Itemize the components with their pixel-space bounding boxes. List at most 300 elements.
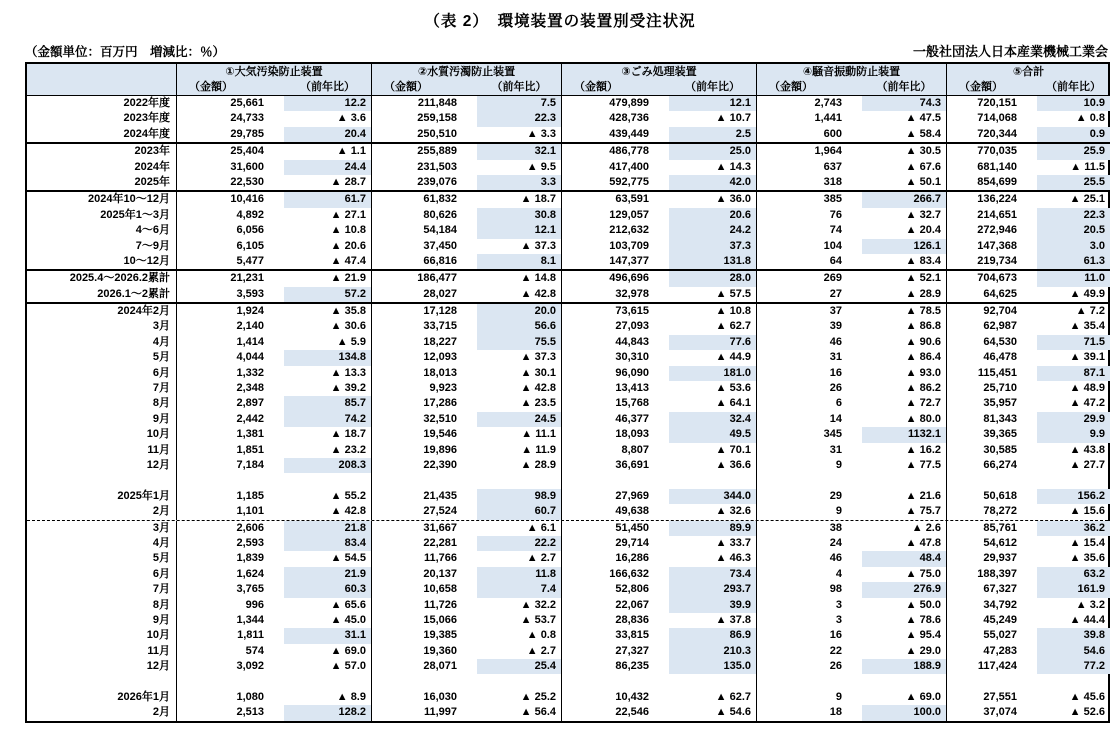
amount-cell: 11,997 bbox=[423, 706, 457, 719]
yoy-cell: ▲ 0.8 bbox=[477, 628, 562, 643]
amount-cell: 231,503 bbox=[417, 160, 457, 173]
yoy-cell: 156.2 bbox=[1037, 489, 1110, 504]
yoy-cell: 24.2 bbox=[669, 223, 757, 238]
amount-cell: 345 bbox=[823, 428, 842, 441]
amount-cell: 496,696 bbox=[609, 272, 649, 285]
yoy-cell: ▲ 55.2 bbox=[284, 489, 372, 504]
amount-cell: 38 bbox=[829, 521, 842, 534]
yoy-cell: ▲ 28.9 bbox=[862, 287, 947, 302]
yoy-cell: 61.7 bbox=[284, 192, 372, 207]
table-row bbox=[27, 335, 1108, 350]
table-row bbox=[27, 536, 1108, 551]
yoy-cell: ▲ 15.6 bbox=[1069, 505, 1105, 518]
amount-cell: 2,743 bbox=[814, 97, 842, 109]
amount-cell: 27,093 bbox=[615, 320, 649, 333]
yoy-cell: 77.2 bbox=[1037, 659, 1110, 674]
yoy-cell: ▲ 16.2 bbox=[862, 443, 947, 458]
amount-cell: 50,618 bbox=[983, 489, 1017, 502]
yoy-cell: ▲ 37.8 bbox=[669, 613, 757, 628]
yoy-cell: ▲ 69.0 bbox=[862, 690, 947, 705]
row-label: 12月 bbox=[27, 659, 177, 674]
yoy-cell: ▲ 15.4 bbox=[1069, 536, 1105, 549]
amount-cell: 4,044 bbox=[236, 351, 264, 364]
table-row bbox=[27, 239, 1108, 254]
table-row bbox=[27, 350, 1108, 365]
amount-cell: 13,413 bbox=[615, 382, 649, 395]
table-row bbox=[27, 269, 1108, 286]
yoy-cell: 49.5 bbox=[669, 427, 757, 442]
amount-cell: 15,768 bbox=[615, 397, 649, 410]
yoy-cell: 2.5 bbox=[669, 127, 757, 142]
amount-cell: 25,710 bbox=[983, 382, 1017, 395]
amount-cell: 24,733 bbox=[230, 112, 264, 125]
amount-cell: 996 bbox=[245, 598, 264, 611]
amount-cell: 66,816 bbox=[423, 254, 457, 267]
row-label: 11月 bbox=[27, 443, 177, 458]
amount-cell: 31 bbox=[829, 351, 842, 364]
yoy-cell bbox=[284, 674, 372, 689]
yoy-cell bbox=[477, 473, 562, 488]
yoy-cell: 276.9 bbox=[862, 582, 947, 597]
amount-cell: 11,726 bbox=[423, 598, 457, 611]
row-label: 2025.4～2026.2累計 bbox=[27, 271, 177, 286]
row-label: 2月 bbox=[27, 504, 177, 519]
yoy-cell: 3.3 bbox=[477, 175, 562, 190]
amount-cell: 9,923 bbox=[429, 382, 457, 395]
yoy-cell: ▲ 67.6 bbox=[862, 160, 947, 175]
table-row bbox=[27, 160, 1108, 175]
row-label: 5月 bbox=[27, 551, 177, 566]
row-label: 2023年度 bbox=[27, 111, 177, 126]
amount-cell: 47,283 bbox=[983, 644, 1017, 657]
amount-cell bbox=[562, 473, 669, 488]
yoy-cell: ▲ 3.3 bbox=[477, 127, 562, 142]
yoy-cell: 20.5 bbox=[1037, 223, 1110, 238]
yoy-cell: ▲ 32.6 bbox=[669, 504, 757, 519]
yoy-cell: ▲ 36.0 bbox=[669, 192, 757, 207]
yoy-cell: ▲ 47.5 bbox=[862, 111, 947, 126]
row-label: 3月 bbox=[27, 521, 177, 536]
amount-cell: 19,546 bbox=[423, 428, 457, 441]
yoy-cell: ▲ 29.0 bbox=[862, 644, 947, 659]
amount-cell: 46,478 bbox=[983, 351, 1017, 364]
yoy-cell: 126.1 bbox=[862, 239, 947, 254]
amount-cell: 37,074 bbox=[983, 706, 1017, 719]
amount-cell bbox=[757, 674, 862, 689]
corner-cell bbox=[27, 64, 177, 80]
amount-cell: 5,477 bbox=[236, 254, 264, 267]
yoy-cell: 7.5 bbox=[477, 96, 562, 111]
amount-cell: 104 bbox=[823, 239, 842, 252]
amount-cell: 25,661 bbox=[230, 97, 264, 109]
row-label: 11月 bbox=[27, 644, 177, 659]
row-label: 8月 bbox=[27, 396, 177, 411]
amount-cell: 186,477 bbox=[417, 272, 457, 285]
amount-cell: 6 bbox=[835, 397, 842, 410]
amount-cell: 1,839 bbox=[236, 552, 264, 565]
amount-cell: 92,704 bbox=[983, 305, 1017, 318]
row-label: 6月 bbox=[27, 366, 177, 381]
yoy-cell: 21.9 bbox=[284, 567, 372, 582]
amount-cell: 24 bbox=[829, 536, 842, 549]
table-row bbox=[27, 598, 1108, 613]
amount-cell: 55,027 bbox=[983, 629, 1017, 642]
amount-cell: 147,368 bbox=[977, 239, 1017, 252]
amount-cell: 20,137 bbox=[423, 567, 457, 580]
yoy-cell: ▲ 2.6 bbox=[862, 521, 947, 536]
amount-cell bbox=[177, 473, 284, 488]
amount-cell: 269 bbox=[823, 272, 842, 285]
amount-cell: 78,272 bbox=[983, 505, 1017, 518]
amount-cell: 115,451 bbox=[977, 366, 1017, 379]
yoy-cell: 29.9 bbox=[1037, 412, 1110, 427]
amount-cell: 600 bbox=[823, 127, 842, 140]
row-label: 9月 bbox=[27, 613, 177, 628]
yoy-cell: ▲ 64.1 bbox=[669, 396, 757, 411]
yoy-cell: ▲ 6.1 bbox=[477, 521, 562, 536]
yoy-cell: ▲ 1.1 bbox=[284, 144, 372, 159]
yoy-cell: 74.2 bbox=[284, 412, 372, 427]
amount-cell: 4 bbox=[835, 567, 842, 580]
yoy-cell: ▲ 53.7 bbox=[477, 613, 562, 628]
amount-cell: 62,987 bbox=[983, 320, 1017, 333]
amount-cell: 30,310 bbox=[615, 351, 649, 364]
yoy-cell: 30.8 bbox=[477, 208, 562, 223]
yoy-cell: ▲ 18.7 bbox=[477, 192, 562, 207]
yoy-cell bbox=[284, 473, 372, 488]
amount-cell: 32,978 bbox=[615, 287, 649, 300]
amount-cell: 720,344 bbox=[977, 127, 1017, 140]
amount-cell: 4,892 bbox=[236, 208, 264, 221]
amount-cell: 417,400 bbox=[609, 160, 649, 173]
amount-cell: 1,851 bbox=[236, 443, 264, 456]
amount-cell: 64,530 bbox=[983, 335, 1017, 348]
yoy-cell: 25.0 bbox=[669, 144, 757, 159]
table-row bbox=[27, 613, 1108, 628]
amount-cell: 2,348 bbox=[236, 382, 264, 395]
yoy-cell: 188.9 bbox=[862, 659, 947, 674]
amount-cell: 2,513 bbox=[236, 706, 264, 719]
amount-cell: 770,035 bbox=[977, 145, 1017, 158]
amount-cell: 28,071 bbox=[423, 660, 457, 673]
yoy-cell: ▲ 95.4 bbox=[862, 628, 947, 643]
yoy-cell bbox=[669, 473, 757, 488]
yoy-cell: ▲ 49.9 bbox=[1069, 287, 1105, 300]
yoy-cell: ▲ 10.8 bbox=[669, 304, 757, 319]
yoy-cell: ▲ 58.4 bbox=[862, 127, 947, 142]
row-label: 7月 bbox=[27, 381, 177, 396]
table-row bbox=[27, 366, 1108, 381]
amount-cell: 29,785 bbox=[230, 127, 264, 140]
table-row bbox=[27, 582, 1108, 597]
amount-cell: 103,709 bbox=[609, 239, 649, 252]
yoy-cell: 293.7 bbox=[669, 582, 757, 597]
amount-cell: 3,765 bbox=[236, 583, 264, 596]
yoy-cell: ▲ 21.9 bbox=[284, 271, 372, 286]
row-label: 2023年 bbox=[27, 144, 177, 159]
table-row bbox=[27, 302, 1108, 319]
yoy-cell: 87.1 bbox=[1037, 366, 1110, 381]
amount-cell: 219,734 bbox=[977, 254, 1017, 267]
yoy-cell: 20.4 bbox=[284, 127, 372, 142]
yoy-cell: 22.3 bbox=[1037, 208, 1110, 223]
yoy-cell: ▲ 39.1 bbox=[1069, 351, 1105, 364]
amount-cell: 10,416 bbox=[230, 193, 264, 206]
yoy-cell: ▲ 42.8 bbox=[284, 504, 372, 519]
yoy-cell: ▲ 5.9 bbox=[284, 335, 372, 350]
yoy-cell: ▲ 52.6 bbox=[1069, 706, 1105, 719]
header-group-row bbox=[27, 64, 1108, 80]
amount-cell: 36,691 bbox=[615, 458, 649, 471]
amount-cell: 1,381 bbox=[236, 428, 264, 441]
amount-cell: 29,937 bbox=[983, 552, 1017, 565]
amount-cell: 17,286 bbox=[423, 397, 457, 410]
amount-cell: 19,360 bbox=[423, 644, 457, 657]
yoy-cell: 7.4 bbox=[477, 582, 562, 597]
yoy-cell: ▲ 50.0 bbox=[862, 598, 947, 613]
amount-cell: 136,224 bbox=[977, 193, 1017, 206]
yoy-cell: ▲ 44.9 bbox=[669, 350, 757, 365]
row-label: 2026.1～2累計 bbox=[27, 287, 177, 302]
yoy-cell: 3.0 bbox=[1037, 239, 1110, 254]
row-label: 10月 bbox=[27, 628, 177, 643]
amount-cell: 6,056 bbox=[236, 224, 264, 237]
row-label: 6月 bbox=[27, 567, 177, 582]
amount-cell: 18,013 bbox=[423, 366, 457, 379]
amount-cell: 9 bbox=[835, 458, 842, 471]
yoy-cell: 11.8 bbox=[477, 567, 562, 582]
yoy-cell: ▲ 20.4 bbox=[862, 223, 947, 238]
amount-cell: 29,714 bbox=[615, 536, 649, 549]
amount-cell: 29 bbox=[829, 489, 842, 502]
subheader-yoy: （前年比） bbox=[284, 80, 372, 95]
yoy-cell: ▲ 62.7 bbox=[669, 319, 757, 334]
amount-cell: 15,066 bbox=[423, 613, 457, 626]
amount-cell: 66,274 bbox=[983, 458, 1017, 471]
yoy-cell: 73.4 bbox=[669, 567, 757, 582]
amount-cell: 33,815 bbox=[615, 629, 649, 642]
yoy-cell: 25.5 bbox=[1037, 175, 1110, 190]
meta-row bbox=[25, 41, 1108, 60]
yoy-cell: 100.0 bbox=[862, 705, 947, 720]
amount-cell: 3,593 bbox=[236, 287, 264, 300]
amount-cell: 33,715 bbox=[423, 320, 457, 333]
yoy-cell: ▲ 83.4 bbox=[862, 254, 947, 269]
yoy-cell: ▲ 10.8 bbox=[284, 223, 372, 238]
amount-cell: 854,699 bbox=[977, 175, 1017, 188]
yoy-cell: 98.9 bbox=[477, 489, 562, 504]
yoy-cell: ▲ 90.6 bbox=[862, 335, 947, 350]
header-sub-row bbox=[27, 80, 1108, 95]
amount-cell: 3,092 bbox=[236, 660, 264, 673]
amount-cell bbox=[372, 473, 477, 488]
yoy-cell: ▲ 50.1 bbox=[862, 175, 947, 190]
orders-table bbox=[25, 62, 1110, 723]
amount-cell: 3 bbox=[835, 613, 842, 626]
yoy-cell: 77.6 bbox=[669, 335, 757, 350]
amount-cell: 211,848 bbox=[417, 97, 457, 109]
amount-cell: 2,442 bbox=[236, 412, 264, 425]
amount-cell: 1,624 bbox=[236, 567, 264, 580]
amount-cell: 16 bbox=[829, 366, 842, 379]
yoy-cell: 12.1 bbox=[669, 96, 757, 111]
yoy-cell: ▲ 54.5 bbox=[284, 551, 372, 566]
amount-cell: 1,924 bbox=[236, 305, 264, 318]
yoy-cell: 75.5 bbox=[477, 335, 562, 350]
amount-cell: 439,449 bbox=[609, 127, 649, 140]
amount-cell: 18,227 bbox=[423, 335, 457, 348]
yoy-cell: 28.0 bbox=[669, 271, 757, 286]
amount-cell bbox=[562, 674, 669, 689]
yoy-cell: 37.3 bbox=[669, 239, 757, 254]
yoy-cell: 12.1 bbox=[477, 223, 562, 238]
yoy-cell: ▲ 43.8 bbox=[1069, 443, 1105, 456]
amount-cell: 1,811 bbox=[237, 629, 264, 642]
table-row bbox=[27, 287, 1108, 302]
amount-cell: 239,076 bbox=[417, 175, 457, 188]
table-row bbox=[27, 443, 1108, 458]
amount-cell: 18 bbox=[829, 706, 842, 719]
amount-cell: 85,761 bbox=[983, 521, 1017, 534]
yoy-cell: 208.3 bbox=[284, 458, 372, 473]
table-row bbox=[27, 520, 1108, 536]
yoy-cell: ▲ 52.1 bbox=[862, 271, 947, 286]
amount-cell: 259,158 bbox=[417, 112, 457, 125]
spacer-row bbox=[27, 473, 1108, 488]
row-label: 3月 bbox=[27, 319, 177, 334]
yoy-cell: 20.6 bbox=[669, 208, 757, 223]
amount-cell: 12,093 bbox=[423, 351, 457, 364]
amount-cell bbox=[757, 473, 862, 488]
yoy-cell: ▲ 18.7 bbox=[284, 427, 372, 442]
amount-cell: 486,778 bbox=[609, 145, 649, 158]
table-row bbox=[27, 644, 1108, 659]
yoy-cell: 86.9 bbox=[669, 628, 757, 643]
amount-cell: 2,897 bbox=[236, 397, 264, 410]
amount-cell: 9 bbox=[835, 505, 842, 518]
row-label: 7月 bbox=[27, 582, 177, 597]
amount-cell: 21,231 bbox=[230, 272, 264, 285]
yoy-cell: ▲ 69.0 bbox=[284, 644, 372, 659]
yoy-cell: ▲ 45.0 bbox=[284, 613, 372, 628]
amount-cell: 35,957 bbox=[983, 397, 1017, 410]
row-label: 4月 bbox=[27, 335, 177, 350]
yoy-cell: 36.2 bbox=[1037, 521, 1110, 536]
yoy-cell: ▲ 57.5 bbox=[669, 287, 757, 302]
table-row bbox=[27, 127, 1108, 142]
yoy-cell: ▲ 20.6 bbox=[284, 239, 372, 254]
table-row bbox=[27, 412, 1108, 427]
yoy-cell: 32.4 bbox=[669, 412, 757, 427]
yoy-cell: ▲ 25.1 bbox=[1069, 193, 1105, 206]
yoy-cell: ▲ 42.8 bbox=[477, 381, 562, 396]
yoy-cell: ▲ 65.6 bbox=[284, 598, 372, 613]
amount-cell: 22,067 bbox=[615, 598, 649, 611]
amount-cell: 117,424 bbox=[977, 660, 1017, 673]
yoy-cell: ▲ 56.4 bbox=[477, 705, 562, 720]
yoy-cell: 85.7 bbox=[284, 396, 372, 411]
yoy-cell: ▲ 11.5 bbox=[1070, 160, 1105, 173]
yoy-cell: 12.2 bbox=[284, 96, 372, 111]
yoy-cell: ▲ 10.7 bbox=[669, 111, 757, 126]
yoy-cell bbox=[1037, 473, 1110, 488]
yoy-cell: ▲ 21.6 bbox=[862, 489, 947, 504]
row-label: 5月 bbox=[27, 350, 177, 365]
amount-cell: 14 bbox=[829, 412, 842, 425]
table-row bbox=[27, 175, 1108, 190]
yoy-cell: ▲ 11.9 bbox=[477, 443, 562, 458]
yoy-cell: ▲ 35.8 bbox=[284, 304, 372, 319]
amount-cell: 21,435 bbox=[423, 489, 457, 502]
amount-cell: 54,612 bbox=[983, 536, 1017, 549]
yoy-cell: 9.9 bbox=[1037, 427, 1110, 442]
table-row bbox=[27, 396, 1108, 411]
yoy-cell: ▲ 3.2 bbox=[1075, 598, 1105, 611]
table-row bbox=[27, 208, 1108, 223]
amount-cell: 1,964 bbox=[814, 145, 842, 158]
yoy-cell: ▲ 13.3 bbox=[284, 366, 372, 381]
row-label: 2024年10～12月 bbox=[27, 192, 177, 207]
amount-cell: 7,184 bbox=[236, 458, 264, 471]
yoy-cell: ▲ 86.8 bbox=[862, 319, 947, 334]
amount-cell: 44,843 bbox=[615, 335, 649, 348]
amount-cell: 6,105 bbox=[236, 239, 264, 252]
col-header-total: ⑤合計 bbox=[1012, 66, 1045, 78]
yoy-cell: ▲ 11.1 bbox=[477, 427, 562, 442]
yoy-cell: 20.0 bbox=[477, 304, 562, 319]
amount-cell: 385 bbox=[823, 193, 842, 206]
subheader-yoy: （前年比） bbox=[1046, 81, 1101, 93]
report-page bbox=[0, 9, 1120, 744]
amount-cell: 22,546 bbox=[615, 706, 649, 719]
yoy-cell: ▲ 30.1 bbox=[477, 366, 562, 381]
yoy-cell: 22.3 bbox=[477, 111, 562, 126]
yoy-cell: ▲ 45.6 bbox=[1069, 690, 1105, 703]
amount-cell: 10,658 bbox=[423, 583, 457, 596]
amount-cell: 25,404 bbox=[230, 145, 264, 158]
amount-cell: 681,140 bbox=[977, 160, 1017, 173]
yoy-cell: ▲ 44.4 bbox=[1069, 613, 1105, 626]
amount-cell: 18,093 bbox=[615, 428, 649, 441]
yoy-cell: ▲ 47.4 bbox=[284, 254, 372, 269]
amount-cell: 49,638 bbox=[615, 505, 649, 518]
table-row bbox=[27, 504, 1108, 519]
amount-cell: 2,140 bbox=[236, 320, 264, 333]
row-label: 2025年1月 bbox=[27, 489, 177, 504]
amount-cell: 28,027 bbox=[423, 287, 457, 300]
yoy-cell: 25.9 bbox=[1037, 144, 1110, 159]
amount-cell: 39 bbox=[829, 320, 842, 333]
table-row bbox=[27, 254, 1108, 269]
table-header bbox=[27, 64, 1108, 96]
amount-cell: 214,651 bbox=[977, 208, 1017, 221]
amount-cell: 592,775 bbox=[609, 175, 649, 188]
amount-cell: 2,606 bbox=[236, 521, 264, 534]
yoy-cell: ▲ 32.7 bbox=[862, 208, 947, 223]
row-label: 2024年度 bbox=[27, 127, 177, 142]
yoy-cell: ▲ 23.5 bbox=[477, 396, 562, 411]
yoy-cell: ▲ 14.3 bbox=[669, 160, 757, 175]
yoy-cell: 39.8 bbox=[1037, 628, 1110, 643]
subheader-amount: （金額） bbox=[959, 81, 1003, 93]
yoy-cell: 63.2 bbox=[1037, 567, 1110, 582]
yoy-cell: 60.3 bbox=[284, 582, 372, 597]
yoy-cell: ▲ 80.0 bbox=[862, 412, 947, 427]
yoy-cell: ▲ 37.3 bbox=[477, 239, 562, 254]
yoy-cell: ▲ 9.5 bbox=[477, 160, 562, 175]
subheader-amount: （金額） bbox=[769, 81, 813, 93]
yoy-cell: 344.0 bbox=[669, 489, 757, 504]
